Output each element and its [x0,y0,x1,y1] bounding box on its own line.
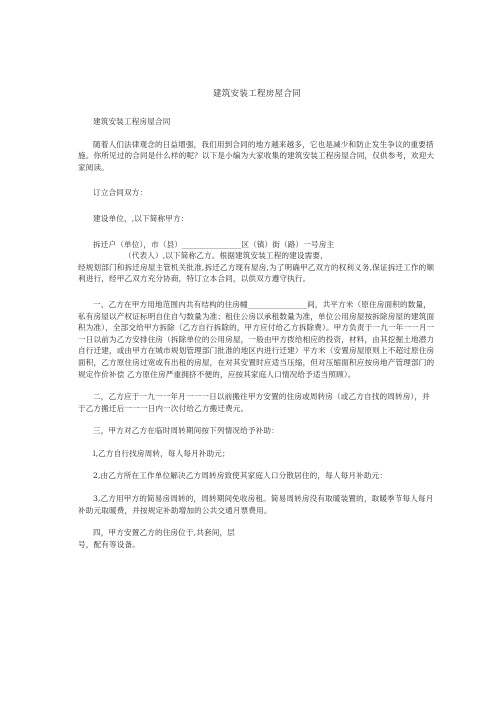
party-b-line-2: （代表人）,以下简称乙方。根据建筑安装工程的建设需要， [124,251,328,261]
clause-3-item-3: 3,乙方用甲方的简易房周转的，周转期间免收房租。简易周转房没有取暖装置的，取暖季节每人每月补助元取暖费，并按规定补助增加的公共交通月票费用。 [78,494,434,515]
clause-2: 二，乙方应于一九一一年月一一一日以前搬往甲方安置的住房或周转房（或乙方自找的周转房），并于乙方搬迁后一一一日内一次付给乙方搬迁费元。 [78,392,430,413]
party-b-line-1: 拆迁户（单位），市（县）_______________区（镇）街（路）一号房主 [93,239,335,249]
party-b-line-3: 经规划部门和拆迁房屋主管机关批准,拆迁乙方现有屋房,为了明确甲乙双方的权利义务,保证拆迁工作的顺利进行，经甲乙双方充分协商，特订立本合同，以供双方遵守执行。 [78,262,435,284]
clause-3: 三，甲方对乙方在临时周转期间按下列情况给予补助： [93,426,279,436]
clause-4-line-1: 四，甲方安置乙方的住房位于,共套间，层 [93,528,235,538]
clause-3-item-1: l,乙方自行找房周转，每人每月补助元； [93,448,230,458]
clause-3-item-2: 2,由乙方所在工作单位解决乙方周转房致使其家庭人口分散居住的，每人每月补助元： [93,471,388,481]
document-subtitle: 建筑安装工程房屋合同 [93,117,171,126]
document-title: 建筑安装工程房屋合同 [212,89,301,99]
intro-paragraph: 随着人们法律观念的日益增强，我们用到合同的地方越来越多，它也是减少和防止发生争议的重要措施。你所见过的合同是什么样的呢？以下是小编为大家收集的建筑安装工程房屋合同，仅供参考，欢迎大家阅读。 [78,139,435,172]
party-a-line: 建设单位，,以下简称甲方： [93,213,189,223]
parties-heading: 订立合同双方： [93,188,148,198]
clause-4-line-2: 号，配有等设备。 [78,539,140,549]
clause-1: 一、乙方在甲方用地范围内共有结构的住房幢_______________间，共平方米（原住房面积的数量，私有房屋以产权证标明自住自勺数量为准；租住公房以承租数量为准，单位公用房屋按拆除房屋的建筑面积为准），全部交给甲方拆除（乙方自行拆除的，甲方应付给乙方拆除费）。甲方负责于一九一年一一月一一日以前为乙方安排住房（拆除单位的公用房屋，一般由甲方拨给相应的投资，材料，由其挖掘土地潜力自行迁建，或由甲方在城市规划管理部门批准的地区内进行迁建）平方米（安置房屋原则上不超过原住房面积，乙方原住房过宽或有出租的房屋，在对其安置时应适当压缩，但对压缩面积应按房地产管理部门的规定作价补偿 乙方原住房严重拥挤不便的，应按其家庭人口情况给予适当照顾）。 [78,299,435,379]
